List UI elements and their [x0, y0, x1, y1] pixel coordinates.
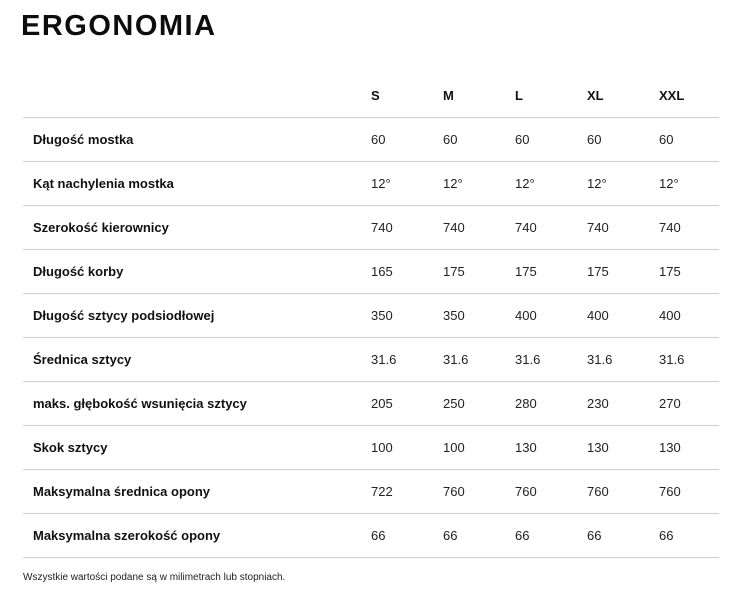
table-cell: 350 [443, 294, 515, 338]
row-label: Maksymalna szerokość opony [23, 514, 371, 558]
table-cell: 12° [443, 162, 515, 206]
table-cell: 270 [659, 382, 719, 426]
table-cell: 66 [587, 514, 659, 558]
table-cell: 400 [515, 294, 587, 338]
table-cell: 250 [443, 382, 515, 426]
table-cell: 31.6 [587, 338, 659, 382]
table-cell: 31.6 [515, 338, 587, 382]
table-cell: 60 [371, 118, 443, 162]
table-cell: 60 [659, 118, 719, 162]
size-header-xl: XL [587, 74, 659, 118]
table-cell: 740 [587, 206, 659, 250]
table-cell: 31.6 [443, 338, 515, 382]
table-row [23, 162, 719, 206]
table-cell: 400 [587, 294, 659, 338]
table-cell: 175 [587, 250, 659, 294]
table-cell: 760 [515, 470, 587, 514]
table-cell: 12° [371, 162, 443, 206]
table-header-row [23, 74, 719, 118]
units-footnote: Wszystkie wartości podane są w milimetrach lub stopniach. [23, 572, 286, 583]
table-cell: 12° [587, 162, 659, 206]
row-label: maks. głębokość wsunięcia sztycy [23, 382, 371, 426]
row-label: Długość sztycy podsiodłowej [23, 294, 371, 338]
row-label: Średnica sztycy [23, 338, 371, 382]
table-cell: 12° [659, 162, 719, 206]
table-cell: 722 [371, 470, 443, 514]
size-header-xxl: XXL [659, 74, 719, 118]
table-cell: 230 [587, 382, 659, 426]
table-row [23, 470, 719, 514]
table-row [23, 206, 719, 250]
table-row [23, 250, 719, 294]
row-label: Długość mostka [23, 118, 371, 162]
table-row [23, 294, 719, 338]
table-cell: 60 [515, 118, 587, 162]
table-cell: 165 [371, 250, 443, 294]
table-cell: 130 [587, 426, 659, 470]
table-cell: 60 [587, 118, 659, 162]
table-cell: 400 [659, 294, 719, 338]
table-cell: 740 [371, 206, 443, 250]
table-cell: 280 [515, 382, 587, 426]
header-label-cell [23, 74, 371, 118]
table-row [23, 382, 719, 426]
table-cell: 175 [515, 250, 587, 294]
table-cell: 66 [515, 514, 587, 558]
table-cell: 175 [659, 250, 719, 294]
table-cell: 31.6 [659, 338, 719, 382]
table-cell: 66 [371, 514, 443, 558]
row-label: Maksymalna średnica opony [23, 470, 371, 514]
table-row [23, 426, 719, 470]
table-cell: 740 [443, 206, 515, 250]
table-cell: 350 [371, 294, 443, 338]
table-row [23, 118, 719, 162]
table-cell: 60 [443, 118, 515, 162]
table-cell: 12° [515, 162, 587, 206]
table-cell: 100 [443, 426, 515, 470]
table-cell: 740 [659, 206, 719, 250]
table-cell: 175 [443, 250, 515, 294]
table-cell: 66 [443, 514, 515, 558]
table-cell: 760 [659, 470, 719, 514]
table-cell: 66 [659, 514, 719, 558]
table-row [23, 514, 719, 558]
table-cell: 760 [443, 470, 515, 514]
geometry-table-container [23, 74, 719, 558]
page-title: ERGONOMIA [21, 10, 217, 42]
size-header-l: L [515, 74, 587, 118]
table-cell: 205 [371, 382, 443, 426]
table-cell: 760 [587, 470, 659, 514]
size-header-m: M [443, 74, 515, 118]
ergonomics-table [23, 74, 719, 558]
table-cell: 31.6 [371, 338, 443, 382]
row-label: Skok sztycy [23, 426, 371, 470]
table-cell: 130 [515, 426, 587, 470]
size-header-s: S [371, 74, 443, 118]
table-cell: 740 [515, 206, 587, 250]
table-cell: 130 [659, 426, 719, 470]
row-label: Długość korby [23, 250, 371, 294]
table-row [23, 338, 719, 382]
row-label: Kąt nachylenia mostka [23, 162, 371, 206]
row-label: Szerokość kierownicy [23, 206, 371, 250]
table-cell: 100 [371, 426, 443, 470]
